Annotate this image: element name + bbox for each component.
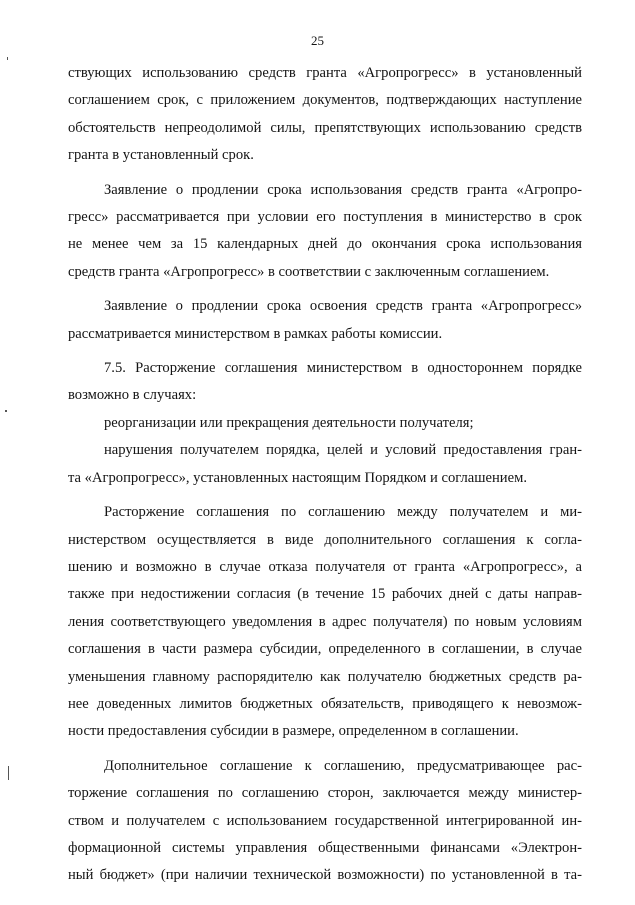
paragraph — [68, 177, 582, 287]
scan-speck — [8, 766, 9, 780]
text-line: не менее чем за 15 календарных дней до окончания срока использования — [68, 236, 582, 253]
text-line: ствующих использованию средств гранта «Агропрогресс» в установленный — [68, 65, 582, 81]
text-line: возможно в случаях: — [68, 387, 197, 404]
paragraph — [68, 753, 582, 890]
text-line: рассматривается министерством в рамках работы комиссии. — [68, 325, 443, 342]
text-line: торжение соглашения по соглашению сторон, заключается между министер- — [68, 785, 582, 802]
text-line: соглашения в части размера субсидии, определенного в соглашении, в случае — [68, 641, 582, 658]
text-line: реорганизации или прекращения деятельности получателя; — [104, 414, 474, 431]
text-line: гресс» рассматривается при условии его поступления в министерство в срок — [68, 209, 582, 226]
text-line: Заявление о продлении срока использования средств гранта «Агропро- — [104, 181, 582, 198]
text-line: нее доведенных лимитов бюджетных обязательств, приводящего к невозмож- — [68, 695, 582, 712]
text-line: гранта в установленный срок. — [68, 147, 254, 164]
text-line: Заявление о продлении срока освоения средств гранта «Агропрогресс» — [104, 298, 582, 315]
text-line: Расторжение соглашения по соглашению между получателем и ми- — [104, 504, 582, 521]
document-body — [68, 60, 582, 890]
paragraph — [68, 437, 582, 492]
paragraph — [68, 293, 582, 348]
scan-speck — [7, 57, 8, 60]
text-line: также при недостижении согласия (в течение 15 рабочих дней с даты направ- — [68, 586, 582, 603]
paragraph — [68, 355, 582, 410]
text-line: формационной системы управления общественными финансами «Электрон- — [68, 839, 582, 856]
text-line: ления соответствующего уведомления в адрес получателя) по новым условиям — [68, 613, 582, 630]
paragraph — [68, 499, 582, 746]
paragraph — [68, 410, 582, 437]
text-line: шению и возможно в случае отказа получателя от гранта «Агропрогресс», а — [68, 558, 582, 575]
text-line: средств гранта «Агропрогресс» в соответствии с заключенным соглашением. — [68, 263, 550, 280]
text-line: нарушения получателем порядка, целей и условий предоставления гран- — [104, 442, 582, 459]
text-line: обстоятельств непреодолимой силы, препятствующих использованию средств — [68, 119, 582, 136]
text-line: Дополнительное соглашение к соглашению, предусматривающее рас- — [104, 757, 582, 774]
text-line: ный бюджет» (при наличии технической возможности) по установленной в та- — [68, 867, 582, 884]
text-line: та «Агропрогресс», установленных настоящим Порядком и соглашением. — [68, 469, 527, 486]
text-line: соглашением срок, с приложением документов, подтверждающих наступление — [68, 92, 582, 109]
scan-speck — [5, 410, 7, 412]
text-line: 7.5. Расторжение соглашения министерством в одностороннем порядке — [104, 360, 582, 377]
text-line: ством и получателем с использованием государственной интегрированной ин- — [68, 812, 582, 829]
text-line: нистерством осуществляется в виде дополнительного соглашения к согла- — [68, 531, 582, 548]
text-line: уменьшения главному распорядителю как получателю бюджетных средств ра- — [68, 668, 582, 685]
page-number: 25 — [311, 33, 324, 48]
paragraph — [68, 60, 582, 170]
text-line: ности предоставления субсидии в размере, определенном в соглашении. — [68, 723, 519, 740]
